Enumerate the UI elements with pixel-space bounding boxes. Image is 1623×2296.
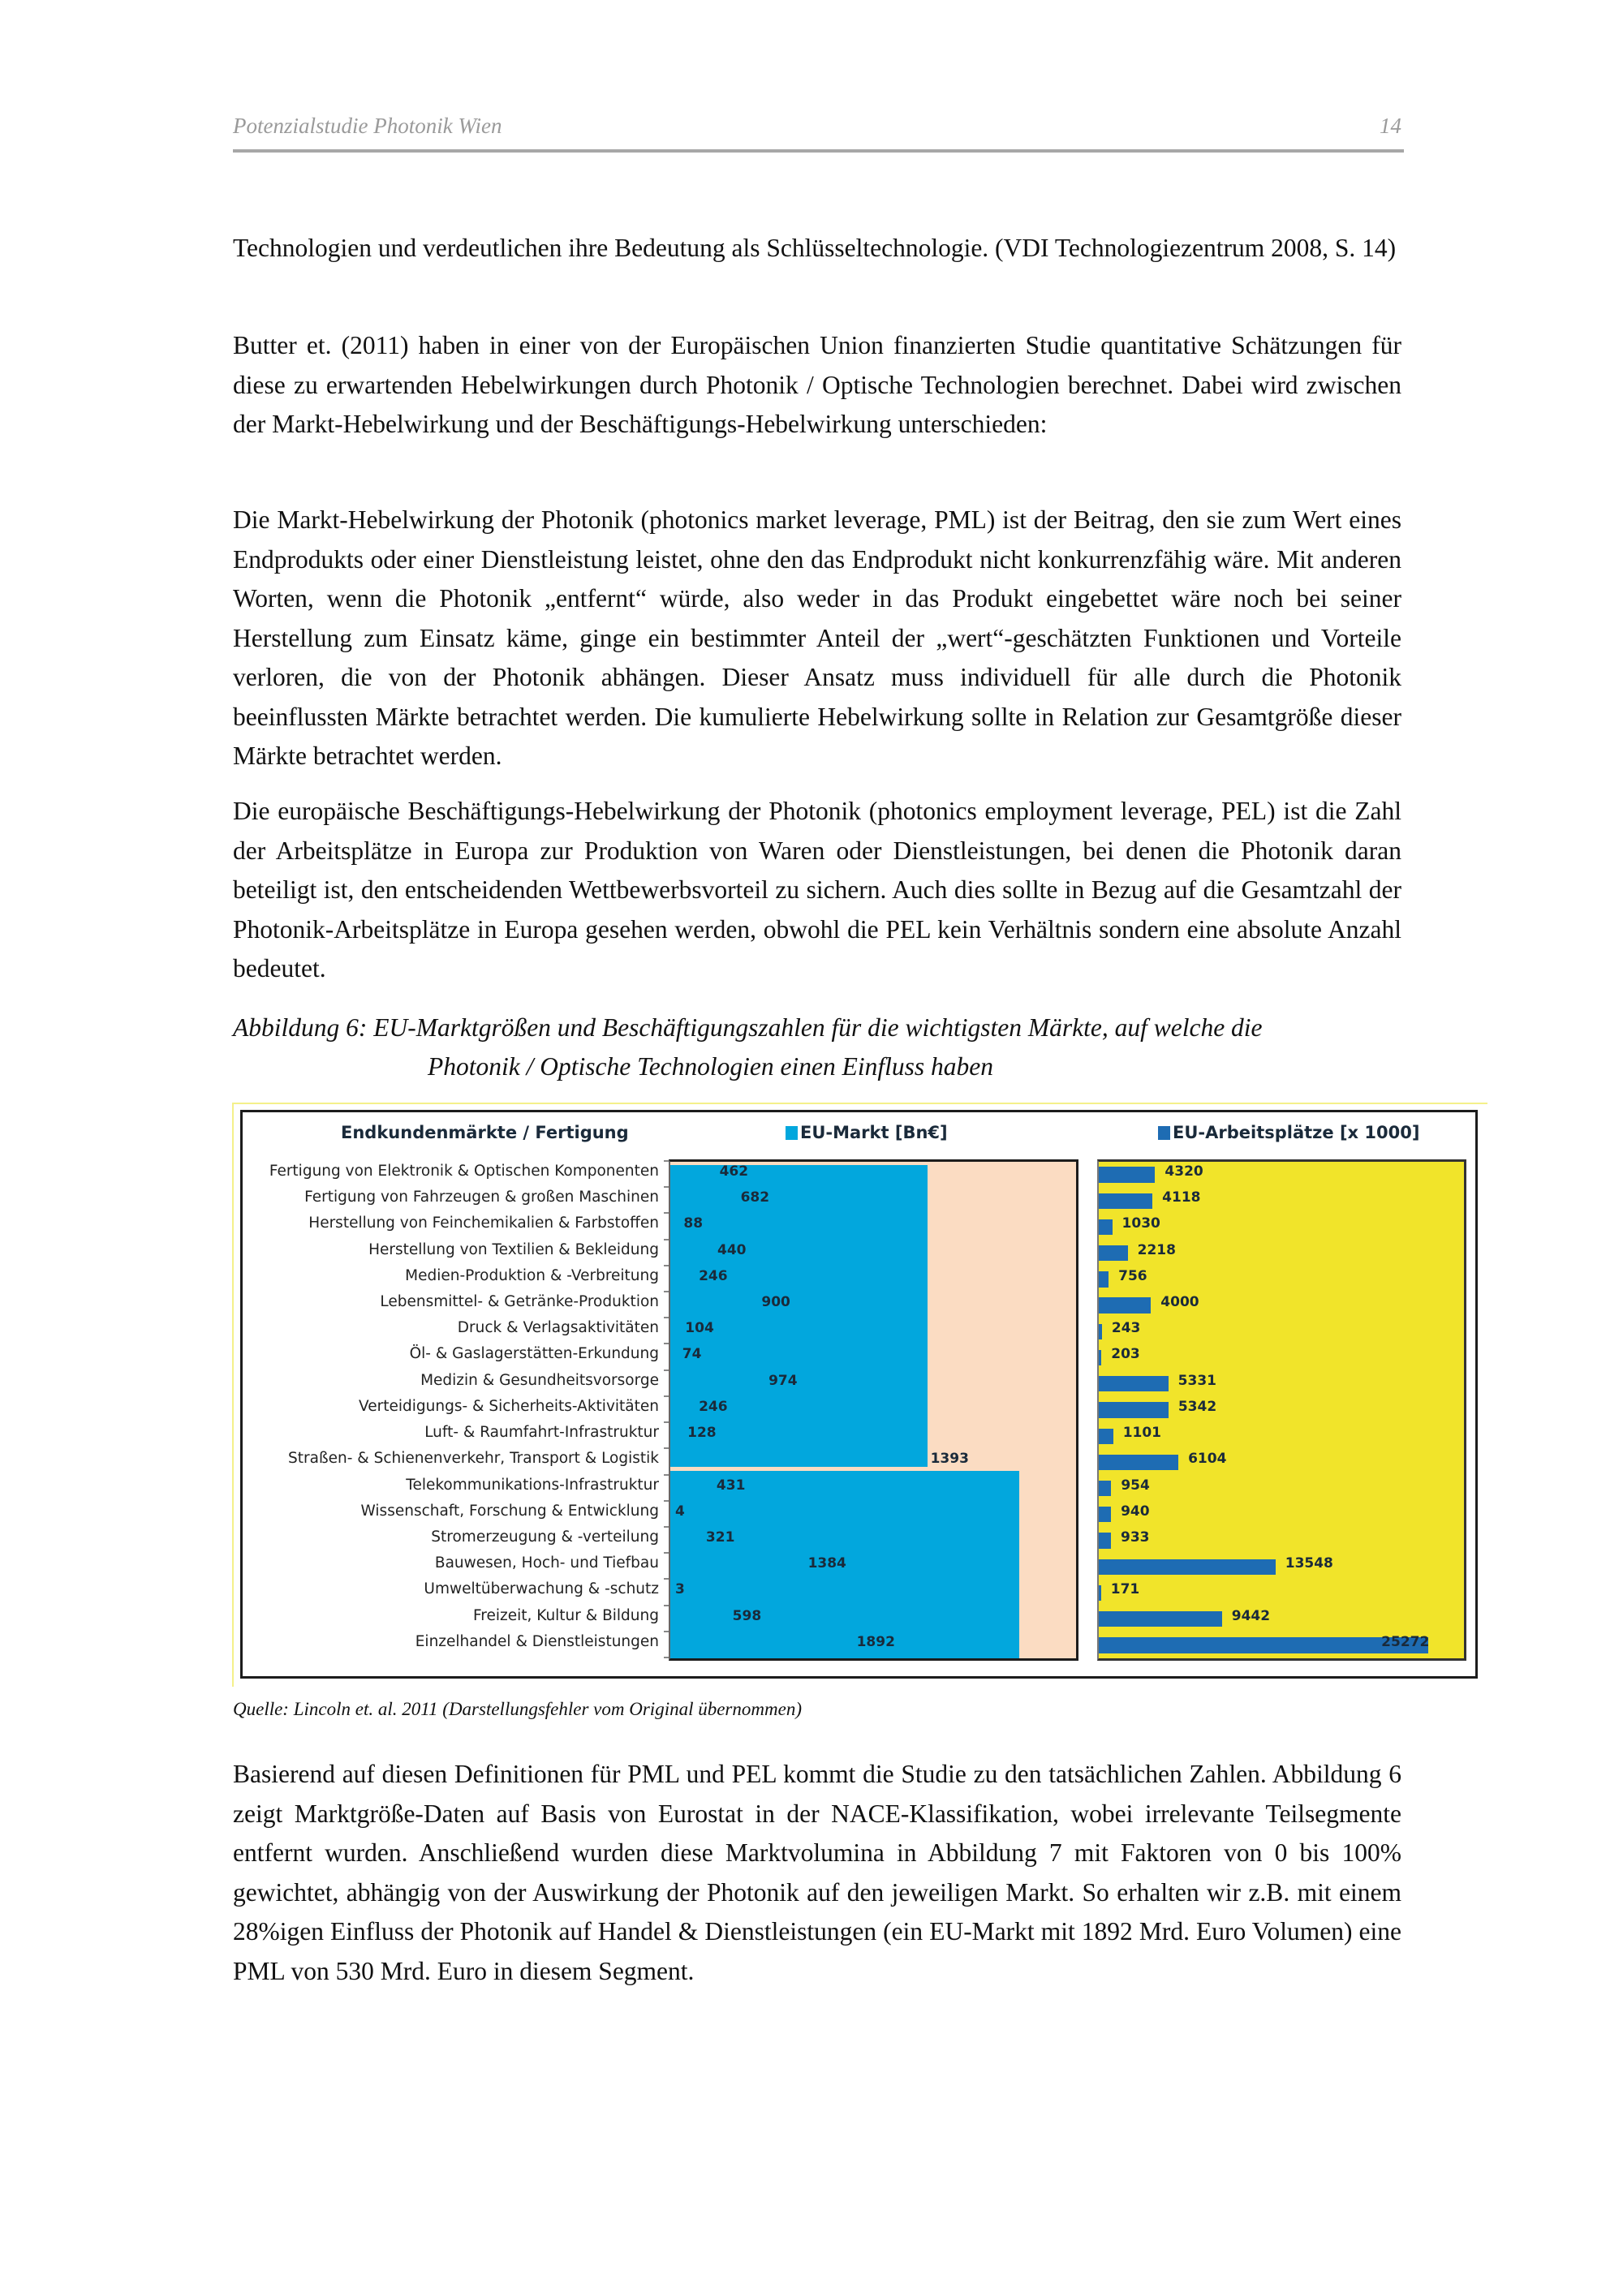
legend-market <box>786 1123 948 1142</box>
axis-tick <box>664 1500 669 1502</box>
market-value-label: 1384 <box>807 1555 846 1572</box>
market-value-label: 128 <box>687 1425 717 1442</box>
jobs-bar <box>1099 1402 1169 1417</box>
jobs-value-label: 13548 <box>1285 1555 1333 1572</box>
category-label: Druck & Verlagsaktivitäten <box>457 1319 659 1337</box>
jobs-value-label: 4118 <box>1162 1189 1201 1206</box>
category-labels <box>243 1160 659 1671</box>
category-label: Lebensmittel- & Getränke-Produktion <box>380 1293 659 1311</box>
jobs-value-label: 756 <box>1118 1267 1147 1284</box>
market-value-label: 974 <box>768 1372 798 1389</box>
category-label: Fertigung von Fahrzeugen & großen Maschinen <box>304 1189 659 1206</box>
paragraph-4: Die europäische Beschäftigungs-Hebelwirkung der Photonik (photonics employment leverage, PEL) ist die Zahl der Arbeitsplätze in Europa zur Produktion von Waren oder Dienstleistungen, bei denen die Photonik daran beteiligt ist, den entscheidenden Wettbewerbsvorteil zu sichern. Auch dies sollte in Bezug auf die Gesamtzahl der Photonik-Arbeitsplätze in Europa gesehen werden, obwohl die PEL kein Verhältnis sondern eine absolute Anzahl bedeutet. <box>233 797 1401 982</box>
category-label: Bauwesen, Hoch- und Tiefbau <box>434 1554 659 1572</box>
jobs-value-label: 1030 <box>1121 1215 1160 1232</box>
market-value-label: 598 <box>732 1607 762 1624</box>
jobs-value-label: 9442 <box>1231 1607 1271 1624</box>
market-plot <box>669 1159 1078 1661</box>
figure-source: Quelle: Lincoln et. al. 2011 (Darstellungsfehler vom Original übernommen) <box>233 1699 802 1719</box>
paragraph-3: Die Markt-Hebelwirkung der Photonik (photonics market leverage, PML) ist der Beitrag, den sie zum Wert eines Endprodukts oder einer Dienstleistung leistet, ohne den das Endprodukt nicht konkurrenzfähig wäre. Mit anderen Worten, wenn die Photonik „entfernt“ würde, also weder in das Produkt eingebettet wäre noch bei seiner Herstellung zum Einsatz käme, ginge ein bestimmter Anteil der „wert“-geschätzten Funktionen und Vorteile verloren, die von der Photonik abhängen. Dieser Ansatz muss individuell für alle durch die Photonik beeinflussten Märkte betrachtet werden. Die kumulierte Hebelwirkung sollte in Relation zur Gesamtgröße dieser Märkte betrachtet werden. <box>233 505 1401 770</box>
axis-tick <box>664 1186 669 1188</box>
legend-jobs <box>1158 1123 1419 1142</box>
category-label: Fertigung von Elektronik & Optischen Komponenten <box>269 1163 659 1180</box>
jobs-bar <box>1099 1611 1222 1627</box>
jobs-bar <box>1099 1507 1111 1522</box>
jobs-value-label: 6104 <box>1188 1451 1227 1468</box>
axis-tick <box>664 1212 669 1214</box>
market-bar-block-upper <box>670 1165 928 1467</box>
market-value-label: 74 <box>682 1346 702 1363</box>
market-value-label: 4 <box>675 1503 685 1520</box>
jobs-bar <box>1099 1559 1276 1575</box>
category-label: Herstellung von Feinchemikalien & Farbstoffen <box>308 1215 659 1232</box>
jobs-bar <box>1099 1429 1113 1444</box>
paragraph-1: Technologien und verdeutlichen ihre Bedeutung als Schlüsseltechnologie. (VDI Technologiezentrum 2008, S. 14) <box>233 234 1397 262</box>
category-label: Luft- & Raumfahrt-Infrastruktur <box>424 1424 659 1442</box>
category-label: Stromerzeugung & -verteilung <box>431 1528 659 1546</box>
jobs-value-label: 4320 <box>1165 1163 1203 1180</box>
market-value-label: 3 <box>675 1581 685 1598</box>
category-label: Wissenschaft, Forschung & Entwicklung <box>360 1502 659 1520</box>
category-label: Telekommunikations-Infrastruktur <box>406 1476 659 1494</box>
jobs-value-label: 25272 <box>1381 1633 1430 1650</box>
running-title: Potenzialstudie Photonik Wien <box>233 114 502 138</box>
chart-title: Endkundenmärkte / Fertigung <box>341 1123 629 1142</box>
category-label: Medizin & Gesundheitsvorsorge <box>420 1371 659 1389</box>
market-value-label: 1393 <box>930 1451 969 1468</box>
axis-tick <box>664 1578 669 1580</box>
jobs-bar <box>1099 1533 1111 1548</box>
jobs-value-label: 5331 <box>1177 1372 1216 1389</box>
axis-tick <box>664 1160 669 1162</box>
market-value-label: 900 <box>761 1294 790 1311</box>
legend-market-swatch <box>786 1126 798 1140</box>
jobs-value-label: 203 <box>1111 1346 1140 1363</box>
axis-tick <box>664 1605 669 1606</box>
jobs-value-label: 5342 <box>1177 1398 1217 1415</box>
jobs-bar <box>1099 1271 1109 1287</box>
jobs-bar <box>1099 1193 1152 1209</box>
jobs-bar <box>1099 1376 1169 1391</box>
market-value-label: 88 <box>683 1215 704 1232</box>
axis-tick <box>664 1239 669 1240</box>
jobs-bar <box>1099 1324 1102 1339</box>
axis-tick <box>664 1395 669 1397</box>
category-label: Straßen- & Schienenverkehr, Transport & Logistik <box>288 1450 659 1468</box>
market-value-label: 431 <box>716 1477 746 1494</box>
jobs-bar <box>1099 1585 1101 1601</box>
figure-caption-line-2: Photonik / Optische Technologien einen Einfluss haben <box>428 1052 993 1081</box>
jobs-bar <box>1099 1167 1155 1182</box>
paragraph-2: Butter et. (2011) haben in einer von der Europäischen Union finanzierten Studie quantitative Schätzungen für diese zu erwartenden Hebelwirkungen durch Photonik / Optische Technologien berechnet. Dabei wird zwischen der Markt-Hebelwirkung und der Beschäftigungs-Hebelwirkung unterschieden: <box>233 331 1401 438</box>
category-label: Herstellung von Textilien & Bekleidung <box>368 1240 659 1258</box>
axis-tick <box>664 1552 669 1554</box>
market-value-label: 440 <box>717 1241 747 1258</box>
category-label: Verteidigungs- & Sicherheits-Aktivitäten <box>359 1397 659 1415</box>
jobs-bar <box>1099 1481 1111 1496</box>
jobs-value-label: 2218 <box>1137 1241 1176 1258</box>
market-value-label: 321 <box>705 1529 735 1546</box>
axis-tick <box>664 1369 669 1371</box>
axis-tick <box>664 1343 669 1344</box>
jobs-value-label: 940 <box>1121 1503 1150 1520</box>
axis-tick <box>664 1474 669 1476</box>
category-label: Medien-Produktion & -Verbreitung <box>405 1266 659 1284</box>
legend-jobs-label: EU-Arbeitsplätze [x 1000] <box>1173 1123 1420 1142</box>
category-label: Umweltüberwachung & -schutz <box>424 1580 659 1598</box>
category-label: Einzelhandel & Dienstleistungen <box>415 1632 659 1650</box>
page-number: 14 <box>1380 114 1401 138</box>
jobs-value-label: 243 <box>1111 1320 1141 1337</box>
page-header <box>233 114 1401 151</box>
jobs-bar <box>1099 1455 1178 1470</box>
jobs-value-label: 954 <box>1121 1477 1150 1494</box>
figure-caption <box>233 1008 1401 1086</box>
axis-tick <box>664 1265 669 1266</box>
category-label: Öl- & Gaslagerstätten-Erkundung <box>409 1345 659 1363</box>
jobs-value-label: 933 <box>1120 1529 1150 1546</box>
header-divider <box>233 149 1404 153</box>
jobs-bar <box>1099 1297 1151 1313</box>
paragraph-5: Basierend auf diesen Definitionen für PML und PEL kommt die Studie zu den tatsächlichen Zahlen. Abbildung 6 zeigt Marktgröße-Daten auf Basis von Eurostat in der NACE-Klassifikation, wobei irrelevante Teilsegmente entfernt wurden. Anschließend wurden diese Marktvolumina in Abbildung 7 mit Faktoren von 0 bis 100% gewichtet, abhängig von der Auswirkung der Photonik auf den jeweiligen Markt. So erhalten wir z.B. mit einem 28%igen Einfluss der Photonik auf Handel & Dienstleistungen (ein EU-Markt mit 1892 Mrd. Euro Volumen) eine PML von 530 Mrd. Euro in diesem Segment. <box>233 1760 1401 1985</box>
axis-tick <box>664 1317 669 1318</box>
jobs-bar <box>1099 1245 1128 1261</box>
legend-market-label: EU-Markt [Bn€] <box>800 1123 948 1142</box>
market-value-label: 246 <box>699 1267 728 1284</box>
market-value-label: 1892 <box>856 1633 895 1650</box>
axis-tick <box>664 1421 669 1423</box>
axis-tick <box>664 1447 669 1449</box>
jobs-value-label: 4000 <box>1160 1294 1199 1311</box>
axis-tick <box>664 1657 669 1658</box>
jobs-bar <box>1099 1219 1113 1235</box>
legend-jobs-swatch <box>1158 1126 1170 1140</box>
market-value-label: 462 <box>719 1163 749 1180</box>
jobs-bar <box>1099 1637 1428 1653</box>
market-value-label: 682 <box>740 1189 770 1206</box>
axis-tick <box>664 1526 669 1528</box>
jobs-value-label: 1101 <box>1122 1425 1162 1442</box>
jobs-plot <box>1097 1159 1466 1661</box>
axis-tick <box>664 1291 669 1292</box>
market-value-label: 246 <box>699 1398 728 1415</box>
jobs-bar <box>1099 1350 1101 1365</box>
jobs-value-label: 171 <box>1110 1581 1140 1598</box>
category-label: Freizeit, Kultur & Bildung <box>472 1606 659 1624</box>
axis-tick <box>664 1631 669 1632</box>
figure-caption-line-1: Abbildung 6: EU-Marktgrößen und Beschäftigungszahlen für die wichtigsten Märkte, auf welche die <box>233 1013 1263 1042</box>
market-value-label: 104 <box>685 1320 714 1337</box>
